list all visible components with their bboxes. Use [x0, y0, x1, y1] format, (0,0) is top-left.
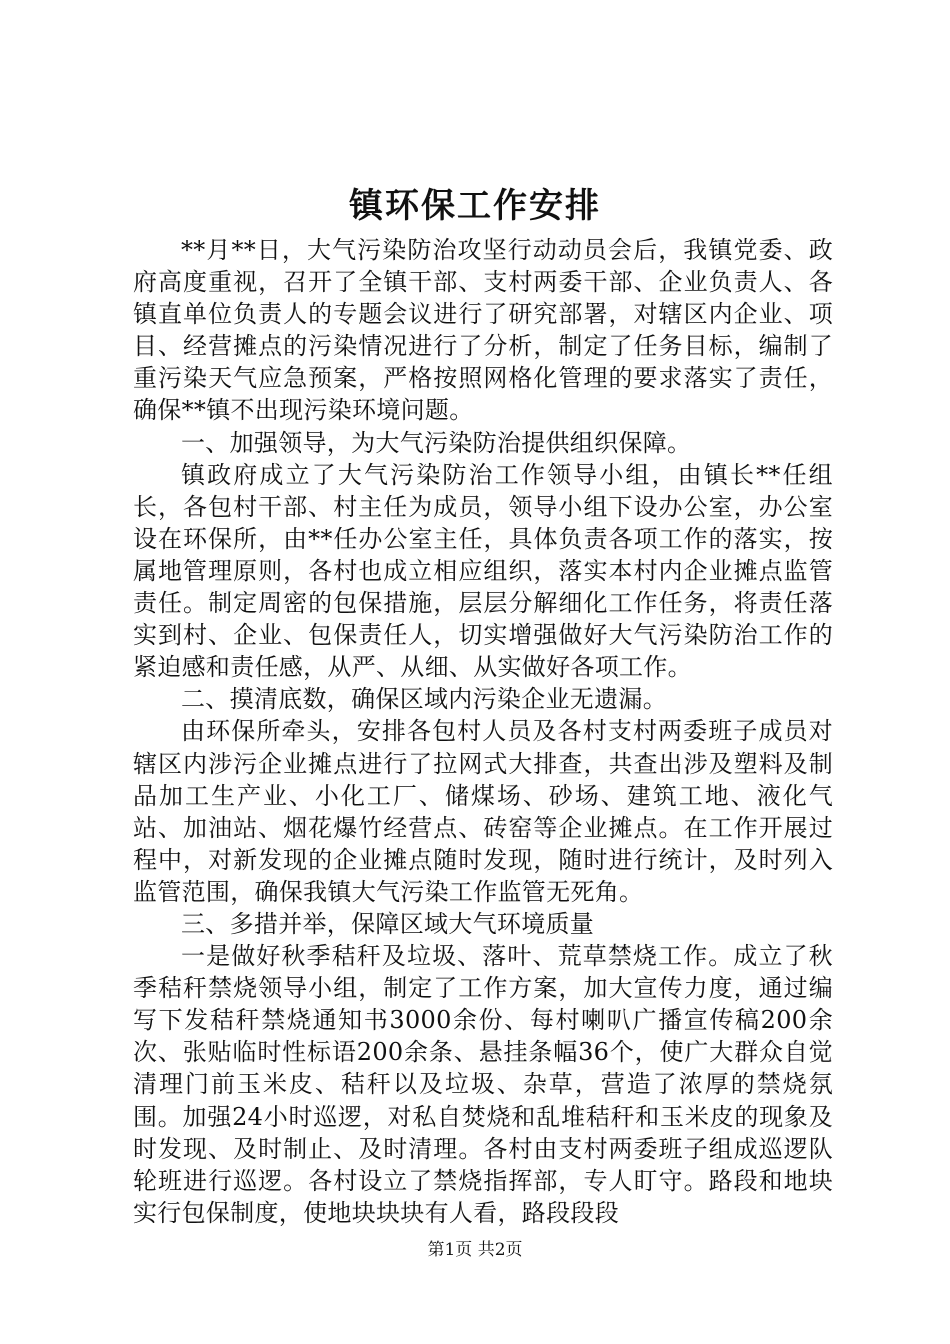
- page-footer: 第1页 共2页: [427, 1240, 523, 1260]
- section-heading-1: 一、加强领导，为大气污染防治提供组织保障。: [181, 428, 692, 457]
- paragraph-leadership: 镇政府成立了大气污染防治工作领导小组，由镇长**任组长，各包村干部、村主任为成员，领导小组下设办公室，办公室设在环保所，由**任办公室主任，具体负责各项工作的落实，按属地管理原则，各村也成立相应组织，落实本村内企业摊点监管责任。制定周密的包保措施，层层分解细化工作任务，将责任落实到村、企业、包保责任人，切实增强做好大气污染防治工作的紧迫感和责任感，从严、从细、从实做好各项工作。: [133, 460, 833, 682]
- document-body: [133, 234, 833, 1229]
- section-heading-3: 三、多措并举，保障区域大气环境质量: [181, 909, 595, 938]
- paragraph-measures: 一是做好秋季秸秆及垃圾、落叶、荒草禁烧工作。成立了秋季秸秆禁烧领导小组，制定了工作方案，加大宣传力度，通过编写下发秸秆禁烧通知书3000余份、每村喇叭广播宣传稿200余次、张贴临时性标语200余条、悬挂条幅36个，使广大群众自觉清理门前玉米皮、秸秆以及垃圾、杂草，营造了浓厚的禁烧氛围。加强24小时巡逻，对私自焚烧和乱堆秸秆和玉米皮的现象及时发现、及时制止、及时清理。各村由支村两委班子组成巡逻队轮班进行巡逻。各村设立了禁烧指挥部，专人盯守。路段和地块实行包保制度，使地块块块有人看，路段段段: [133, 942, 833, 1227]
- document-title: 镇环保工作安排: [349, 186, 601, 226]
- paragraph-survey: 由环保所牵头，安排各包村人员及各村支村两委班子成员对辖区内涉污企业摊点进行了拉网式大排查，共查出涉及塑料及制品加工生产业、小化工厂、储煤场、砂场、建筑工地、液化气站、加油站、烟花爆竹经营点、砖窑等企业摊点。在工作开展过程中，对新发现的企业摊点随时发现，随时进行统计，及时列入监管范围，确保我镇大气污染工作监管无死角。: [133, 717, 833, 906]
- section-heading-2: 二、摸清底数，确保区域内污染企业无遗漏。: [181, 685, 667, 714]
- paragraph-intro: **月**日，大气污染防治攻坚行动动员会后，我镇党委、政府高度重视，召开了全镇干部、支村两委干部、企业负责人、各镇直单位负责人的专题会议进行了研究部署，对辖区内企业、项目、经营摊点的污染情况进行了分析，制定了任务目标，编制了重污染天气应急预案，严格按照网格化管理的要求落实了责任，确保**镇不出现污染环境问题。: [133, 236, 833, 425]
